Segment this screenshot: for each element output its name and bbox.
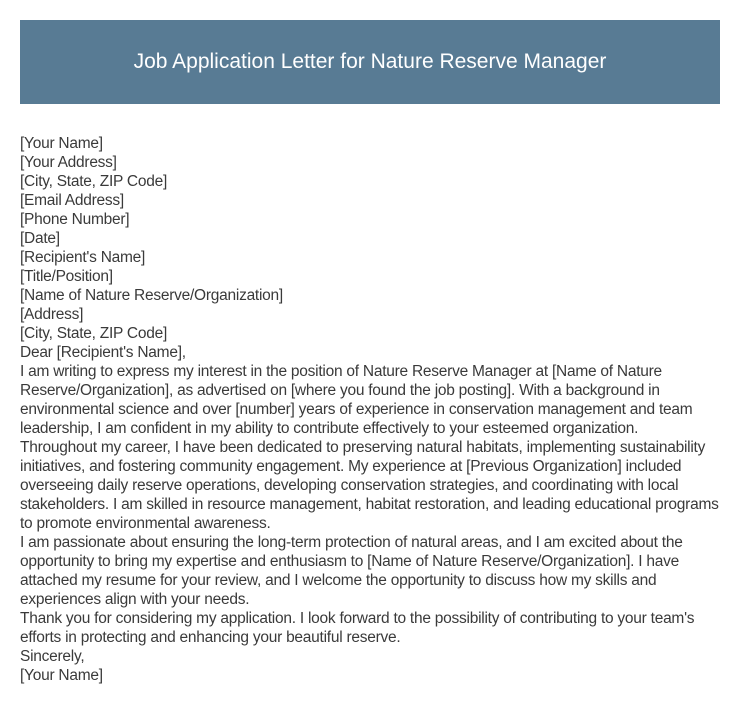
letter-date: [Date]: [20, 230, 60, 247]
title-banner: [20, 20, 720, 104]
paragraph-intro: I am writing to express my interest in the position of Nature Reserve Manager at [Name of Nature Reserve/Organization], as advertised on [where you found the job posting]. With a background in environmental science and over [number] years of experience in conservation management and team leadership, I am confident in my ability to contribute effectively to your esteemed organization.: [20, 363, 693, 437]
sender-phone: [Phone Number]: [20, 211, 130, 228]
recipient-city-state-zip: [City, State, ZIP Code]: [20, 325, 168, 342]
paragraph-closing: Thank you for considering my application. I look forward to the possibility of contributing to your team's efforts in protecting and enhancing your beautiful reserve.: [20, 610, 695, 646]
paragraph-experience: Throughout my career, I have been dedicated to preserving natural habitats, implementing sustainability initiatives, and fostering community engagement. My experience at [Previous Organization] included overseeing daily reserve operations, developing conservation strategies, and coordinating with local stakeholders. I am skilled in resource management, habitat restoration, and leading educational programs to promote environmental awareness.: [20, 439, 719, 532]
letter-body: [20, 134, 720, 685]
recipient-block: [20, 248, 720, 343]
sender-email: [Email Address]: [20, 192, 124, 209]
signature: [Your Name]: [20, 667, 103, 684]
salutation: Dear [Recipient's Name],: [20, 344, 186, 361]
recipient-title: [Title/Position]: [20, 268, 113, 285]
closing: Sincerely,: [20, 648, 85, 665]
recipient-name: [Recipient's Name]: [20, 249, 146, 266]
recipient-organization: [Name of Nature Reserve/Organization]: [20, 287, 283, 304]
sender-address: [Your Address]: [20, 154, 117, 171]
sender-city-state-zip: [City, State, ZIP Code]: [20, 173, 168, 190]
sender-block: [20, 134, 720, 229]
recipient-address: [Address]: [20, 306, 84, 323]
sender-name: [Your Name]: [20, 135, 103, 152]
page-title: Job Application Letter for Nature Reserve Manager: [133, 50, 607, 73]
paragraph-motivation: I am passionate about ensuring the long-term protection of natural areas, and I am excited about the opportunity to bring my expertise and enthusiasm to [Name of Nature Reserve/Organization]. I have attached my resume for your review, and I welcome the opportunity to discuss how my skills and experiences align with your needs.: [20, 534, 683, 608]
